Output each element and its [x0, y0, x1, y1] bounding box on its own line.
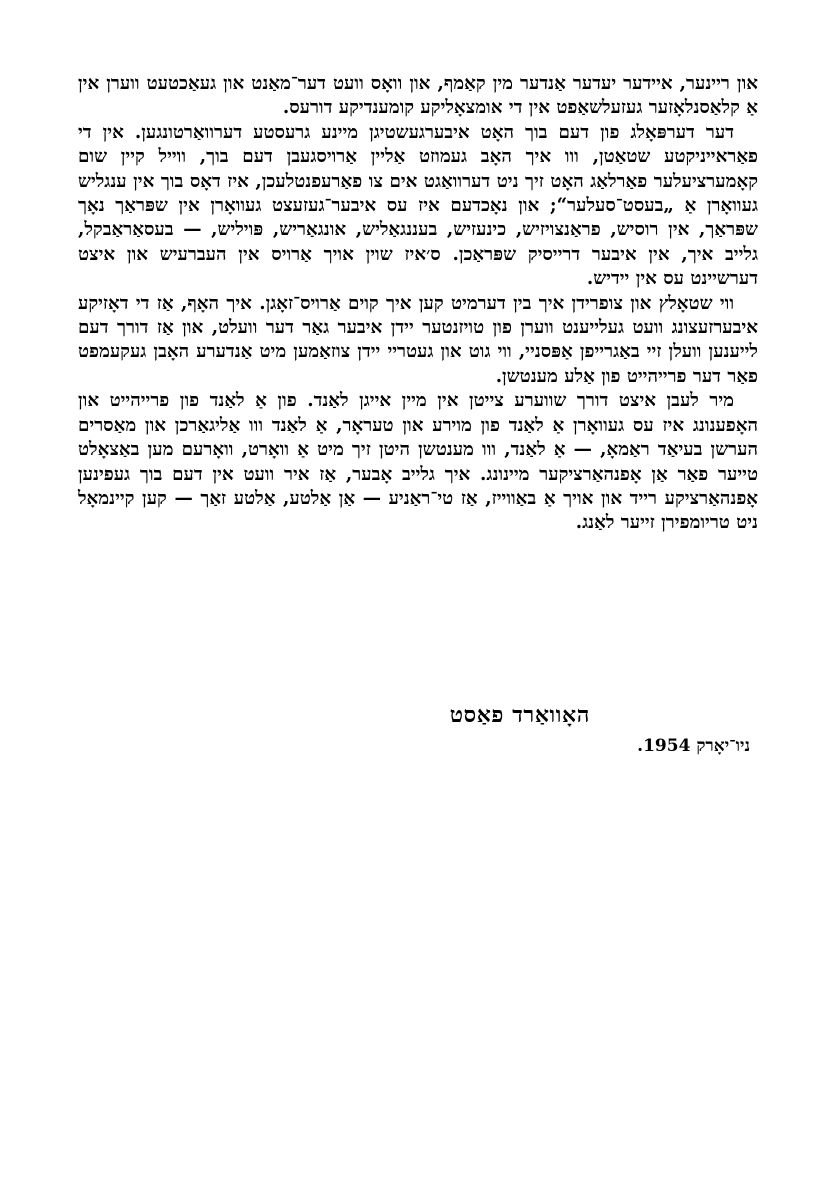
- body-text: [78, 72, 758, 536]
- paragraph-4: מיר לעבן איצט דורך שווערע צייטן אין מיין אייגן לאַנד. פון אַ לאַנד פון פרייהייט און האָפענונג איז עס געוואָרן אַ לאַנד פון מוירע און טעראָר, אַ לאַנד ווו אַליגאַרכן און מאַסרים הערשן בעיאַד ראַמאָ, — אַ לאַנד, ווו מענטשן היטן זיך מיט אַ וואָרט, וואָרעם מען באַצאָלט טייער פאַר אַן אָפנהאַרציקער מיינונג. איך גלייב אָבער, אַז איר וועט אין דעם בוך געפינען אָפנהאַרציקע רייד און אויך אַ באַווייז, אַז טי־ראַניע — אַן אַלטע, אַלטע זאַך — קען קיינמאָל ניט טריומפירן זייער לאַנג.: [78, 390, 758, 534]
- paragraph-2: דער דערפּאָלג פון דעם בוך האָט איבערגעשטיגן מיינע גרעסטע דערוואַרטונגען. אין די פאַראייניקטע שטאַטן, ווו איך האָב געמוזט אַליין אַרויסגעבן דעם בוך, ווייל קיין שום קאָמערציעלער פאַרלאַג האָט זיך ניט דערוואַגט אים צו פאַרעפנטלעכן, איז דאָס בוך אין ענגליש געוואָרן אַ „בעסט־סעלער“; און נאָכדעם איז עס איבער־געזעצט געוואָרן אין שפּראַך נאָך שפּראַך, אין רוסיש, פראַנצויזיש, כינעזיש, בעננגאַליש, אונגאַריש, פּויליש, — בעסאַראַבקל, גלייב איך, אין איבער דרייסיק שפּראַכן. ס׳איז שוין אויך אַרויס אין העברעיש און איצט דערשיינט עס אין יידיש.: [78, 121, 758, 290]
- author-signature: האָוואַרד פאַסט: [449, 702, 590, 728]
- place-and-date: ניו־יאָרק 1954.: [637, 736, 750, 756]
- paragraph-1: און ריינער, איידער יעדער אַנדער מין קאַמף, און וואָס וועט דער־מאַנט און געאַכטעט ווערן אין אַ קלאַסנלאָזער געזעלשאַפט אין די אומצאָליקע קומענדיקע דורעס.: [78, 73, 758, 119]
- paragraph-3: ווי שטאָלץ און צופרידן איך בין דערמיט קען איך קוים אַרויס־זאָגן. איך האָף, אַז די דאָזיקע איבערזעצונג וועט געלייענט ווערן פון טויזנטער יידן איבער גאַר דער וועלט, און אַז דורך דעם לייענען וועלן זיי באַגרייפן אַפּסניי, ווי גוט און געטריי יידן צוזאַמען מיט אַנדערע האָבן געקעמפט פאַר דער פרייהייט פון אַלע מענטשן.: [78, 292, 758, 387]
